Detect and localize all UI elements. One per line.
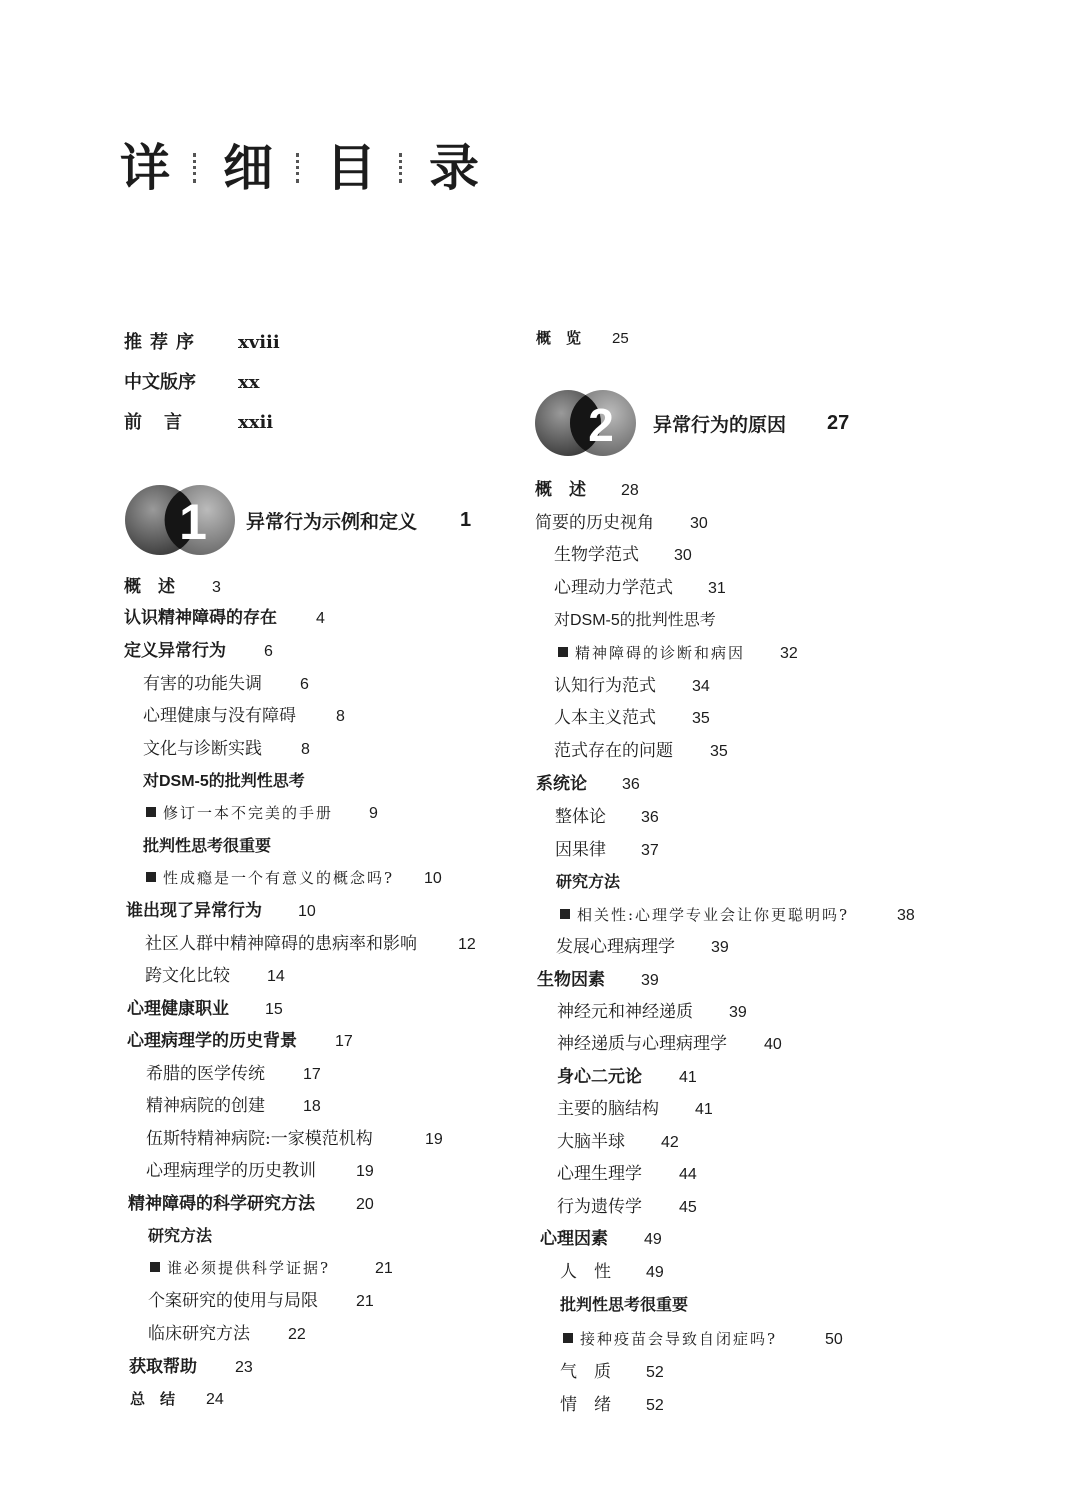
chapter-title: 异常行为的原因: [653, 413, 787, 436]
entry-page: 21: [375, 1260, 393, 1277]
entry-label: 因果律: [555, 840, 606, 860]
chapter-heading[interactable]: [535, 388, 849, 458]
toc-entry[interactable]: [554, 608, 716, 633]
entry-page: 23: [235, 1359, 253, 1376]
entry-page: 10: [424, 870, 442, 887]
entry-page: 10: [298, 903, 316, 920]
entry-page: 14: [267, 968, 285, 985]
toc-entry[interactable]: [536, 772, 640, 797]
toc-entry[interactable]: [554, 706, 710, 731]
entry-label: 神经递质与心理病理学: [557, 1034, 727, 1054]
toc-entry[interactable]: [127, 1029, 353, 1054]
front-label: 中文版序: [124, 372, 196, 393]
toc-entry[interactable]: [535, 511, 708, 536]
entry-label: 研究方法: [556, 874, 621, 891]
entry-label: 精神障碍的诊断和病因: [575, 644, 746, 662]
title-char: 目: [326, 138, 376, 197]
entry-page: 3: [212, 579, 221, 596]
entry-label: 心理因素: [540, 1229, 608, 1249]
entry-label: 谁必须提供科学证据?: [167, 1259, 331, 1277]
entry-label: 概 述: [535, 480, 586, 500]
square-bullet-icon: [558, 647, 568, 657]
entry-label: 范式存在的问题: [554, 741, 673, 761]
entry-label: 行为遗传学: [557, 1197, 642, 1217]
entry-page: 41: [679, 1069, 697, 1086]
title-char: 详: [120, 138, 170, 197]
toc-entry[interactable]: [124, 639, 273, 664]
toc-entry[interactable]: [560, 1260, 664, 1285]
toc-entry[interactable]: [146, 801, 378, 826]
toc-entry[interactable]: [143, 672, 309, 697]
entry-page: 25: [612, 330, 629, 347]
toc-entry[interactable]: [560, 1360, 664, 1385]
entry-label: 相关性:心理学专业会让你更聪明吗?: [577, 906, 850, 924]
toc-front-entry[interactable]: [124, 371, 259, 395]
entry-page: 50: [825, 1331, 843, 1348]
entry-label: 心理病理学的历史背景: [127, 1031, 297, 1051]
toc-entry[interactable]: [560, 1393, 664, 1418]
chapter-heading[interactable]: [124, 484, 471, 556]
entry-label: 认知行为范式: [554, 676, 656, 696]
toc-entry[interactable]: [540, 1227, 662, 1252]
entry-page: 44: [679, 1166, 697, 1183]
toc-entry[interactable]: [554, 576, 726, 601]
entry-page: 6: [264, 643, 273, 660]
chapter-number: 2: [588, 399, 614, 451]
front-page: xxii: [238, 412, 274, 433]
toc-entry[interactable]: [143, 834, 271, 859]
entry-label: 生物学范式: [554, 545, 639, 565]
toc-entry[interactable]: [557, 1130, 679, 1155]
entry-label: 精神障碍的科学研究方法: [128, 1194, 315, 1214]
entry-label: 人本主义范式: [554, 708, 656, 728]
entry-label: 生物因素: [537, 970, 605, 990]
toc-entry[interactable]: [557, 1195, 697, 1220]
entry-page: 30: [690, 515, 708, 532]
entry-label: 个案研究的使用与局限: [148, 1291, 318, 1311]
entry-page: 32: [780, 645, 798, 662]
entry-label: 定义异常行为: [124, 641, 226, 661]
title-separator: [193, 153, 200, 183]
entry-label: 修订一本不完美的手册: [163, 804, 334, 822]
toc-entry[interactable]: [145, 964, 285, 989]
entry-label: 人 性: [560, 1262, 611, 1282]
toc-entry[interactable]: [146, 1127, 443, 1152]
toc-entry[interactable]: [148, 1289, 374, 1314]
entry-label: 社区人群中精神障碍的患病率和影响: [145, 934, 417, 954]
title-separator: [296, 153, 303, 183]
entry-page: 40: [764, 1036, 782, 1053]
entry-label: 心理健康与没有障碍: [143, 706, 296, 726]
entry-label: 伍斯特精神病院:一家模范机构: [146, 1129, 373, 1149]
entry-page: 35: [692, 710, 710, 727]
entry-page: 19: [425, 1131, 443, 1148]
page-title: [120, 138, 479, 198]
toc-entry[interactable]: [143, 769, 305, 794]
square-bullet-icon: [146, 872, 156, 882]
entry-page: 52: [646, 1397, 664, 1414]
entry-page: 36: [641, 809, 659, 826]
entry-label: 系统论: [536, 774, 587, 794]
entry-page: 8: [301, 741, 310, 758]
entry-page: 21: [356, 1293, 374, 1310]
entry-label: 有害的功能失调: [143, 674, 262, 694]
toc-entry[interactable]: [146, 1159, 374, 1184]
entry-page: 12: [458, 936, 476, 953]
front-label: 推荐序: [124, 332, 202, 353]
toc-entry[interactable]: [556, 870, 620, 895]
front-page: xx: [238, 372, 260, 393]
entry-label: 主要的脑结构: [557, 1099, 659, 1119]
entry-label: 大脑半球: [557, 1132, 625, 1152]
entry-page: 39: [729, 1004, 747, 1021]
entry-label: 心理病理学的历史教训: [146, 1161, 316, 1181]
toc-entry[interactable]: [124, 606, 325, 631]
toc-entry[interactable]: [556, 935, 729, 960]
toc-entry[interactable]: [557, 1162, 697, 1187]
entry-label: 情 绪: [560, 1395, 611, 1415]
entry-page: 9: [369, 805, 378, 822]
toc-entry[interactable]: [148, 1322, 306, 1347]
toc-entry[interactable]: [558, 641, 798, 666]
toc-entry[interactable]: [560, 903, 915, 928]
entry-label: 批判性思考很重要: [560, 1297, 689, 1314]
front-page: xviii: [238, 332, 280, 353]
toc-entry[interactable]: [148, 1224, 212, 1249]
entry-label: 身心二元论: [557, 1067, 642, 1087]
toc-entry[interactable]: [146, 1062, 321, 1087]
entry-page: 35: [710, 743, 728, 760]
entry-page: 30: [674, 547, 692, 564]
toc-entry[interactable]: [150, 1256, 393, 1281]
toc-entry[interactable]: [554, 543, 692, 568]
toc-entry[interactable]: [126, 899, 316, 924]
entry-page: 17: [335, 1033, 353, 1050]
entry-page: 28: [621, 482, 639, 499]
chapter-title: 异常行为示例和定义: [246, 510, 418, 533]
entry-page: 42: [661, 1134, 679, 1151]
toc-entry[interactable]: [554, 674, 710, 699]
entry-label: 精神病院的创建: [146, 1096, 265, 1116]
entry-page: 41: [695, 1101, 713, 1118]
chapter-badge-icon: [124, 484, 242, 556]
toc-entry[interactable]: [143, 737, 310, 762]
chapter-badge-icon: [535, 388, 637, 458]
toc-entry[interactable]: [128, 1192, 374, 1217]
toc-front-entry[interactable]: [124, 411, 273, 435]
entry-page: 6: [300, 676, 309, 693]
entry-label: 整体论: [555, 807, 606, 827]
entry-label: 获取帮助: [129, 1357, 197, 1377]
entry-label: 批判性思考很重要: [143, 838, 272, 855]
toc-entry[interactable]: [146, 1094, 321, 1119]
square-bullet-icon: [560, 909, 570, 919]
title-separator: [399, 153, 406, 183]
toc-entry[interactable]: [560, 1293, 688, 1318]
entry-page: 15: [265, 1001, 283, 1018]
entry-page: 49: [646, 1264, 664, 1281]
entry-page: 34: [692, 678, 710, 695]
toc-entry[interactable]: [557, 1032, 782, 1057]
entry-label: 气 质: [560, 1362, 611, 1382]
toc-entry[interactable]: [146, 866, 442, 891]
entry-page: 52: [646, 1364, 664, 1381]
entry-label: 心理动力学范式: [554, 578, 673, 598]
entry-label: 概 览: [536, 330, 582, 347]
square-bullet-icon: [563, 1333, 573, 1343]
title-char: 细: [223, 138, 273, 197]
entry-label: 认识精神障碍的存在: [124, 608, 277, 628]
toc-entry[interactable]: [536, 326, 629, 351]
square-bullet-icon: [146, 807, 156, 817]
entry-label: 神经元和神经递质: [557, 1002, 693, 1022]
entry-page: 39: [711, 939, 729, 956]
toc-entry[interactable]: [143, 704, 345, 729]
toc-entry[interactable]: [557, 1000, 747, 1025]
toc-entry[interactable]: [145, 932, 476, 957]
square-bullet-icon: [150, 1262, 160, 1272]
entry-page: 18: [303, 1098, 321, 1115]
entry-page: 4: [316, 610, 325, 627]
entry-label: 发展心理病理学: [556, 937, 675, 957]
entry-page: 8: [336, 708, 345, 725]
toc-entry[interactable]: [537, 968, 659, 993]
entry-page: 19: [356, 1163, 374, 1180]
toc-entry[interactable]: [129, 1355, 253, 1380]
entry-label: 临床研究方法: [148, 1324, 250, 1344]
entry-label: 概 述: [124, 577, 175, 597]
toc-entry[interactable]: [130, 1387, 224, 1412]
toc-entry[interactable]: [127, 997, 283, 1022]
entry-label: 心理生理学: [557, 1164, 642, 1184]
toc-entry[interactable]: [557, 1097, 713, 1122]
toc-entry[interactable]: [555, 838, 659, 863]
toc-entry[interactable]: [554, 739, 728, 764]
entry-label: 简要的历史视角: [535, 513, 654, 533]
entry-page: 37: [641, 842, 659, 859]
entry-label: 性成瘾是一个有意义的概念吗?: [163, 869, 395, 887]
title-char: 录: [429, 138, 479, 197]
entry-label: 希腊的医学传统: [146, 1064, 265, 1084]
entry-label: 谁出现了异常行为: [126, 901, 262, 921]
entry-page: 36: [622, 776, 640, 793]
toc-entry[interactable]: [557, 1065, 697, 1090]
chapter-page: 1: [460, 508, 472, 531]
entry-page: 20: [356, 1196, 374, 1213]
toc-entry[interactable]: [555, 805, 659, 830]
entry-label: 总 结: [130, 1391, 176, 1408]
entry-page: 45: [679, 1199, 697, 1216]
entry-page: 38: [897, 907, 915, 924]
entry-label: 研究方法: [148, 1228, 213, 1245]
toc-entry[interactable]: [563, 1327, 843, 1352]
entry-label: 文化与诊断实践: [143, 739, 262, 759]
entry-label: 心理健康职业: [127, 999, 229, 1019]
entry-page: 49: [644, 1231, 662, 1248]
entry-page: 31: [708, 580, 726, 597]
entry-label: 跨文化比较: [145, 966, 230, 986]
toc-entry[interactable]: [124, 575, 221, 600]
front-label: 前 言: [124, 412, 184, 433]
entry-page: 22: [288, 1326, 306, 1343]
entry-label: 对DSM-5的批判性思考: [143, 773, 305, 790]
entry-page: 39: [641, 972, 659, 989]
entry-page: 17: [303, 1066, 321, 1083]
chapter-page: 27: [827, 411, 850, 434]
toc-front-entry[interactable]: [124, 331, 280, 355]
toc-entry[interactable]: [535, 478, 639, 503]
entry-label: 接种疫苗会导致自闭症吗?: [580, 1330, 778, 1348]
entry-page: 24: [206, 1391, 224, 1408]
entry-label: 对DSM-5的批判性思考: [554, 612, 716, 629]
chapter-number: 1: [179, 494, 207, 550]
